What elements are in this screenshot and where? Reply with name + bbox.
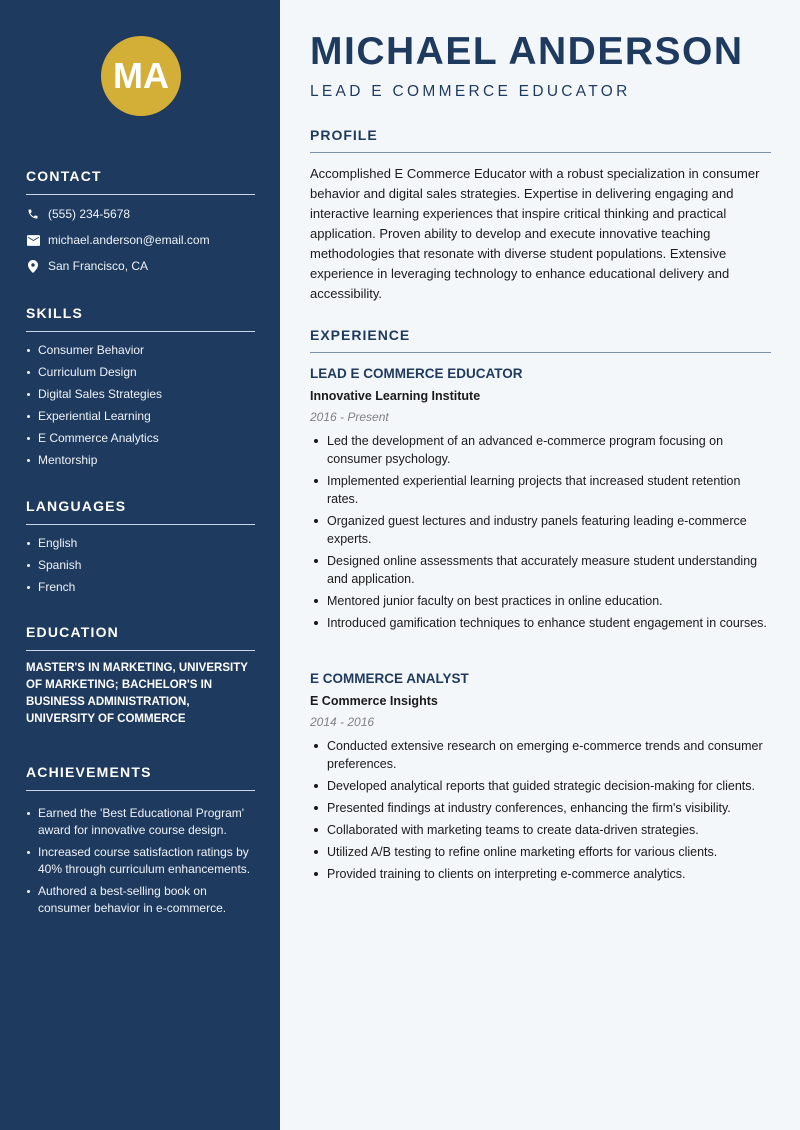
language-item: English [26,535,255,552]
achievement-item: Earned the 'Best Educational Program' award for innovative course design. [26,805,255,839]
job-dates: 2014 - 2016 [310,715,375,729]
language-item: French [26,579,255,596]
skills-list [26,342,255,469]
skill-item: Mentorship [26,452,255,469]
job-company: Innovative Learning Institute [310,389,481,403]
profile-text: Accomplished E Commerce Educator with a robust specialization in consumer behavior and digital sales strategies. Expertise in delivering engaging and interactive learning experiences that inspire critical thinking and practical application. Proven ability to develop and execute innovative teaching methodologies that resonate with diverse student populations. Extensive experience in leveraging technology to enhance educational delivery and accessibility. [310,166,760,301]
divider [310,152,771,153]
job-bullet: Led the development of an advanced e-commerce program focusing on consumer psychology. [310,432,775,468]
skill-item: Digital Sales Strategies [26,386,255,403]
job-bullet: Designed online assessments that accurately measure student understanding and application. [310,552,775,588]
job-bullet: Organized guest lectures and industry panels featuring leading e-commerce experts. [310,512,775,548]
location-text: San Francisco, CA [48,259,149,273]
experience-heading-text: EXPERIENCE [310,327,411,343]
languages-list [26,535,255,596]
achievement-item: Authored a best-selling book on consumer behavior in e-commerce. [26,883,255,917]
job-bullet: Implemented experiential learning projects that increased student retention rates. [310,472,775,508]
contact-heading: CONTACT [26,168,102,184]
languages-section [26,496,255,601]
job-entry [310,669,775,887]
skills-heading: SKILLS [26,305,83,321]
job-bullet: Presented findings at industry conferences, enhancing the firm's visibility. [310,799,775,817]
job-title: E COMMERCE ANALYST [310,671,469,686]
profile-heading-text: PROFILE [310,127,378,143]
job-bullet: Provided training to clients on interpreting e-commerce analytics. [310,865,775,883]
job-bullet: Collaborated with marketing teams to create data-driven strategies. [310,821,775,839]
skill-item: Curriculum Design [26,364,255,381]
job-entry [310,364,775,636]
experience-heading [310,327,771,353]
job-bullets [310,737,775,883]
email-text[interactable]: michael.anderson@email.com [48,233,210,247]
skill-item: Consumer Behavior [26,342,255,359]
candidate-title: LEAD E COMMERCE EDUCATOR [310,83,631,100]
language-item: Spanish [26,557,255,574]
job-bullet: Introduced gamification techniques to enhance student engagement in courses. [310,614,775,632]
job-company: E Commerce Insights [310,694,438,708]
job-dates: 2016 - Present [310,410,389,424]
avatar-initials: MA [113,55,169,96]
job-bullet: Mentored junior faculty on best practices in online education. [310,592,775,610]
divider [26,194,255,195]
job-title: LEAD E COMMERCE EDUCATOR [310,366,523,381]
achievements-list [26,805,255,917]
education-text: MASTER'S IN MARKETING, UNIVERSITY OF MARKETING; BACHELOR'S IN BUSINESS ADMINISTRATION, UNIVERSITY OF COMMERCE [26,662,248,725]
contact-phone [26,201,255,227]
job-bullet: Conducted extensive research on emerging e-commerce trends and consumer preferences. [310,737,775,773]
job-bullet: Utilized A/B testing to refine online marketing efforts for various clients. [310,843,775,861]
email-icon [26,233,40,247]
contact-section [26,166,255,279]
languages-heading: LANGUAGES [26,498,127,514]
contact-email [26,227,255,253]
divider [26,331,255,332]
divider [26,524,255,525]
achievements-section [26,762,255,922]
skills-section [26,303,255,474]
profile-heading [310,127,771,153]
achievements-heading: ACHIEVEMENTS [26,764,152,780]
contact-location [26,253,255,279]
job-bullets [310,432,775,632]
education-section [26,622,255,728]
education-heading: EDUCATION [26,624,119,640]
skill-item: Experiential Learning [26,408,255,425]
divider [310,352,771,353]
skill-item: E Commerce Analytics [26,430,255,447]
divider [26,650,255,651]
candidate-name: MICHAEL ANDERSON [310,30,744,73]
location-pin-icon [26,259,40,273]
achievement-item: Increased course satisfaction ratings by 40% through curriculum enhancements. [26,844,255,878]
divider [26,790,255,791]
job-bullet: Developed analytical reports that guided strategic decision-making for clients. [310,777,775,795]
sidebar [0,0,280,1130]
phone-icon [26,207,40,221]
avatar [101,36,181,116]
phone-text[interactable]: (555) 234-5678 [48,207,131,221]
